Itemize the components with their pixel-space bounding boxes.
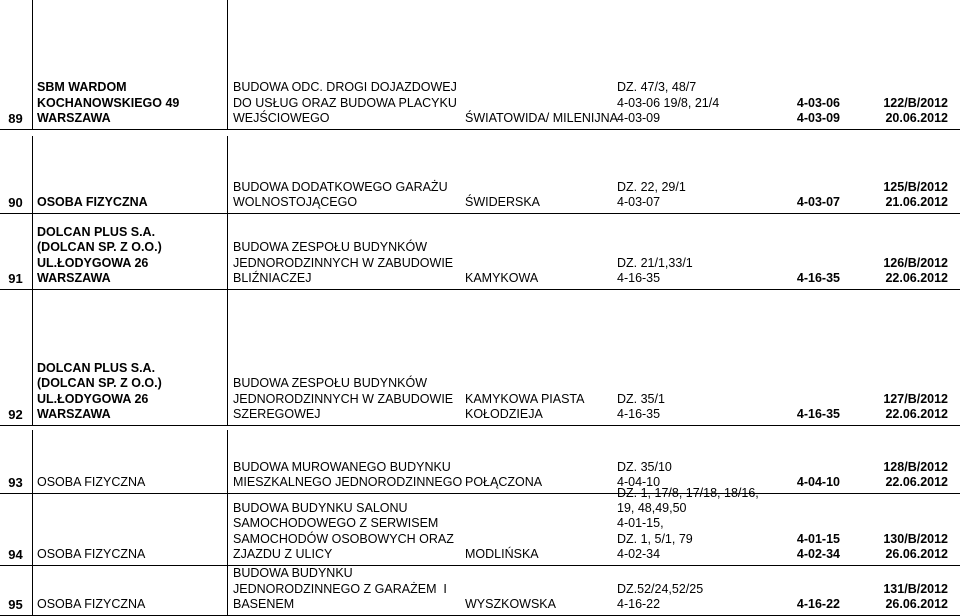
- plot-numbers: DZ. 35/1 4-16-35: [617, 391, 665, 421]
- column-divider: [32, 494, 33, 566]
- entry-number: 94: [8, 546, 23, 562]
- column-divider: [227, 430, 228, 494]
- column-divider: [227, 212, 228, 290]
- column-divider: [32, 290, 33, 426]
- investor-name: DOLCAN PLUS S.A. (DOLCAN SP. Z O.O.) UL.ŁODYGOWA 26 WARSZAWA: [37, 225, 162, 285]
- column-divider: [32, 136, 33, 214]
- decision-number-date: 125/B/2012 21.06.2012: [883, 179, 948, 209]
- street-location: KAMYKOWA PIASTA KOŁODZIEJA: [465, 391, 585, 421]
- decision-number-date: 130/B/2012 26.06.2012: [883, 531, 948, 561]
- project-description: BUDOWA BUDYNKU SALONU SAMOCHODOWEGO Z SERWISEM SAMOCHODÓW OSOBOWYCH ORAZ ZJAZDU Z ULICY: [233, 501, 454, 561]
- decision-number-date: 127/B/2012 22.06.2012: [883, 391, 948, 421]
- entry-number: 90: [8, 194, 23, 210]
- map-sheet-number: 4-16-35: [796, 406, 840, 421]
- decision-number-date: 122/B/2012 20.06.2012: [883, 95, 948, 125]
- project-description: BUDOWA DODATKOWEGO GARAŻU WOLNOSTOJĄCEGO: [233, 179, 448, 209]
- plot-numbers: DZ. 35/10 4-04-10: [617, 459, 672, 489]
- table-row: [0, 566, 960, 616]
- table-row: [0, 136, 960, 214]
- project-description: BUDOWA MUROWANEGO BUDYNKU MIESZKALNEGO JEDNORODZINNEGO: [233, 459, 463, 489]
- table-row: [0, 0, 960, 130]
- entry-number: 95: [8, 596, 23, 612]
- column-divider: [227, 0, 228, 130]
- table-row: [0, 290, 960, 426]
- street-location: ŚWIDERSKA: [465, 194, 541, 209]
- map-sheet-number: 4-16-35: [796, 270, 840, 285]
- plot-numbers: DZ. 21/1,33/1 4-16-35: [617, 255, 693, 285]
- investor-name: OSOBA FIZYCZNA: [37, 546, 146, 561]
- map-sheet-number: 4-16-22: [796, 596, 840, 611]
- project-description: BUDOWA ZESPOŁU BUDYNKÓW JEDNORODZINNYCH W ZABUDOWIE SZEREGOWEJ: [233, 376, 454, 421]
- map-sheet-number: 4-03-06 4-03-09: [796, 95, 840, 125]
- table-row: [0, 485, 960, 566]
- table-row: [0, 430, 960, 494]
- table-row: [0, 212, 960, 290]
- map-sheet-number: 4-04-10: [796, 474, 840, 489]
- street-location: POŁĄCZONA: [465, 474, 543, 489]
- street-location: ŚWIATOWIDA/ MILENIJNA: [465, 110, 619, 125]
- project-description: BUDOWA ZESPOŁU BUDYNKÓW JEDNORODZINNYCH W ZABUDOWIE BLIŹNIACZEJ: [233, 240, 454, 285]
- investor-name: OSOBA FIZYCZNA: [37, 474, 146, 489]
- column-divider: [227, 566, 228, 616]
- plot-numbers: DZ. 22, 29/1 4-03-07: [617, 179, 686, 209]
- investor-name: OSOBA FIZYCZNA: [37, 596, 146, 611]
- street-location: KAMYKOWA: [465, 270, 539, 285]
- column-divider: [227, 136, 228, 214]
- street-location: MODLIŃSKA: [465, 546, 539, 561]
- investor-name: SBM WARDOM KOCHANOWSKIEGO 49 WARSZAWA: [37, 80, 180, 125]
- column-divider: [32, 212, 33, 290]
- project-description: BUDOWA BUDYNKU JEDNORODZINNEGO Z GARAŻEM I BASENEM: [233, 566, 447, 611]
- column-divider: [227, 494, 228, 566]
- entry-number: 93: [8, 474, 23, 490]
- decision-number-date: 128/B/2012 22.06.2012: [883, 459, 948, 489]
- entry-number: 91: [8, 270, 23, 286]
- entry-number: 89: [8, 110, 23, 126]
- map-sheet-number: 4-03-07: [796, 194, 840, 209]
- column-divider: [32, 0, 33, 130]
- street-location: WYSZKOWSKA: [465, 596, 556, 611]
- plot-numbers: DZ.52/24,52/25 4-16-22: [617, 581, 704, 611]
- map-sheet-number: 4-01-15 4-02-34: [796, 531, 840, 561]
- plot-numbers: DZ. 47/3, 48/7 4-03-06 19/8, 21/4 4-03-09: [617, 80, 720, 125]
- entry-number: 92: [8, 406, 23, 422]
- decision-number-date: 131/B/2012 26.06.2012: [883, 581, 948, 611]
- column-divider: [227, 290, 228, 426]
- plot-numbers: DZ. 1, 17/8, 17/18, 18/16, 19, 48,49,50 4-01-15, DZ. 1, 5/1, 79 4-02-34: [617, 485, 759, 561]
- decision-number-date: 126/B/2012 22.06.2012: [883, 255, 948, 285]
- column-divider: [32, 566, 33, 616]
- investor-name: OSOBA FIZYCZNA: [37, 194, 148, 209]
- project-description: BUDOWA ODC. DROGI DOJAZDOWEJ DO USŁUG ORAZ BUDOWA PLACYKU WEJŚCIOWEGO: [233, 80, 457, 125]
- column-divider: [32, 430, 33, 494]
- investor-name: DOLCAN PLUS S.A. (DOLCAN SP. Z O.O.) UL.ŁODYGOWA 26 WARSZAWA: [37, 361, 162, 421]
